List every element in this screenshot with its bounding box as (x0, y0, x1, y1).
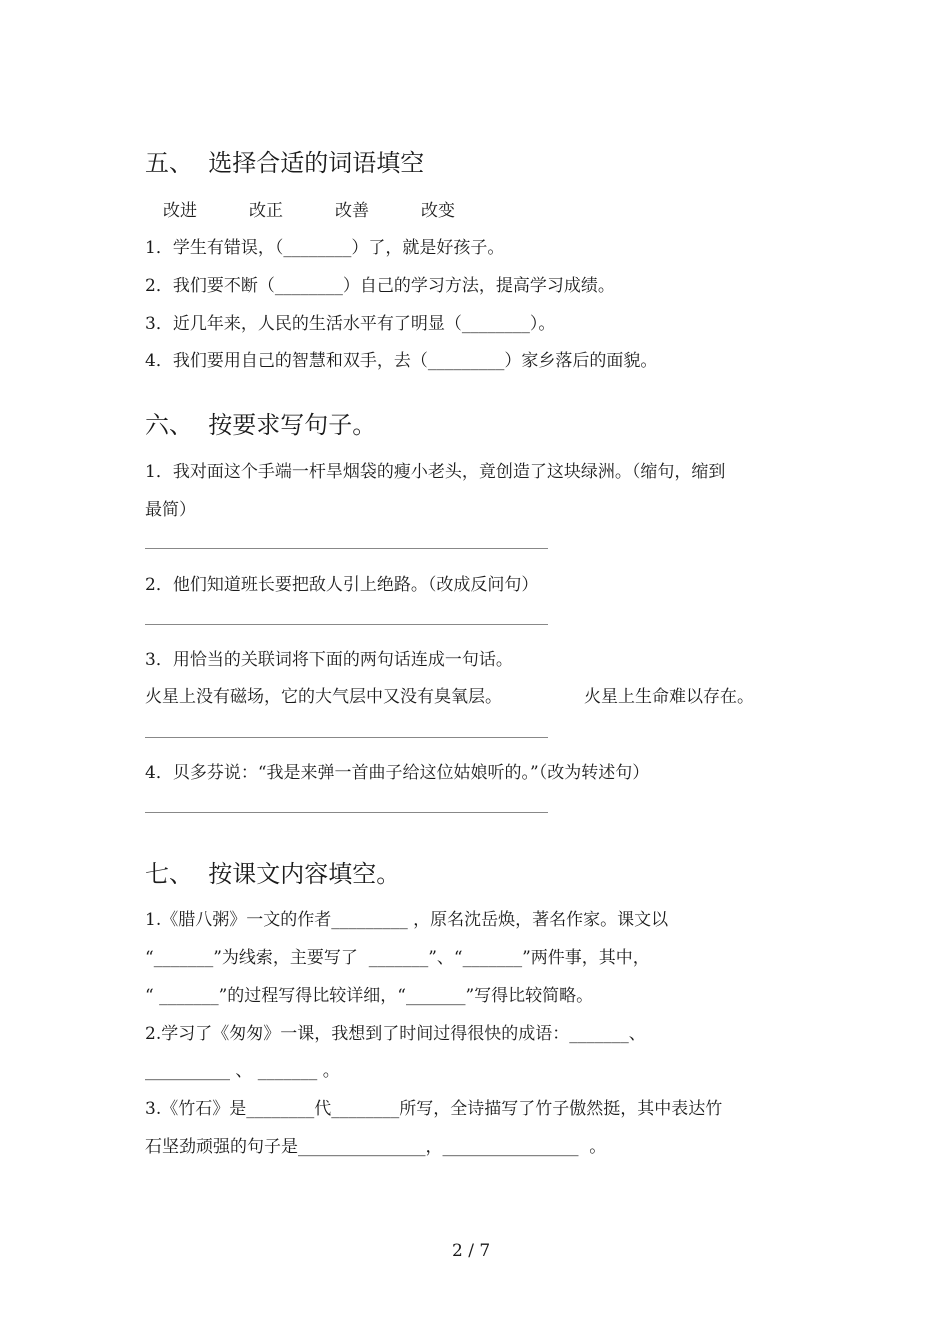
question-text: 3．用恰当的关联词将下面的两句话连成一句话。 (145, 650, 513, 670)
question-text: 2．他们知道班长要把敌人引上绝路。（改成反问句） (145, 575, 539, 595)
question-text: “_______”为线索，主要写了 _______”、“_______”两件事，其中， (145, 948, 650, 968)
section-6-heading: 六、 按要求写句子。 (145, 411, 377, 439)
question-text: __________ 、 _______ 。 (145, 1061, 340, 1081)
answer-line[interactable] (145, 548, 548, 549)
sentence-text: 火星上没有磁场，它的大气层中又没有臭氧层。 (145, 687, 502, 707)
word-option: 改正 (249, 201, 283, 221)
question-text: 4．贝多芬说：“我是来弹一首曲子给这位姑娘听的。”（改为转述句） (145, 763, 650, 783)
question-text: 1.《腊八粥》一文的作者_________ ，原名沈岳焕，著名作家。课文以 (145, 910, 669, 930)
word-option: 改变 (421, 201, 455, 221)
question-text: 最简） (145, 500, 196, 520)
question-text: 2.学习了《匆匆》一课，我想到了时间过得很快的成语：_______、 (145, 1024, 646, 1044)
question-text: 3.《竹石》是________代________所写，全诗描写了竹子傲然挺，其中表达竹 (145, 1099, 723, 1119)
sentence-text: 火星上生命难以存在。 (584, 687, 754, 707)
answer-line[interactable] (145, 812, 548, 813)
question-text: “ _______”的过程写得比较详细，“_______”写得比较简略。 (145, 986, 594, 1006)
word-option: 改善 (335, 201, 369, 221)
question-text: 石坚劲顽强的句子是_______________，________________ 。 (145, 1137, 607, 1157)
word-option: 改进 (163, 201, 197, 221)
answer-line[interactable] (145, 737, 548, 738)
page-number: 2 / 7 (452, 1241, 491, 1261)
question-text: 3．近几年来，人民的生活水平有了明显（________）。 (145, 314, 556, 334)
question-text: 1．学生有错误，（________）了，就是好孩子。 (145, 238, 505, 258)
question-text: 2．我们要不断（________）自己的学习方法，提高学习成绩。 (145, 276, 615, 296)
answer-line[interactable] (145, 624, 548, 625)
section-7-heading: 七、 按课文内容填空。 (145, 860, 401, 888)
section-5-heading: 五、 选择合适的词语填空 (145, 149, 425, 177)
question-text: 1．我对面这个手端一杆旱烟袋的瘦小老头，竟创造了这块绿洲。（缩句，缩到 (145, 462, 726, 482)
question-text: 4．我们要用自己的智慧和双手，去（_________）家乡落后的面貌。 (145, 351, 658, 371)
